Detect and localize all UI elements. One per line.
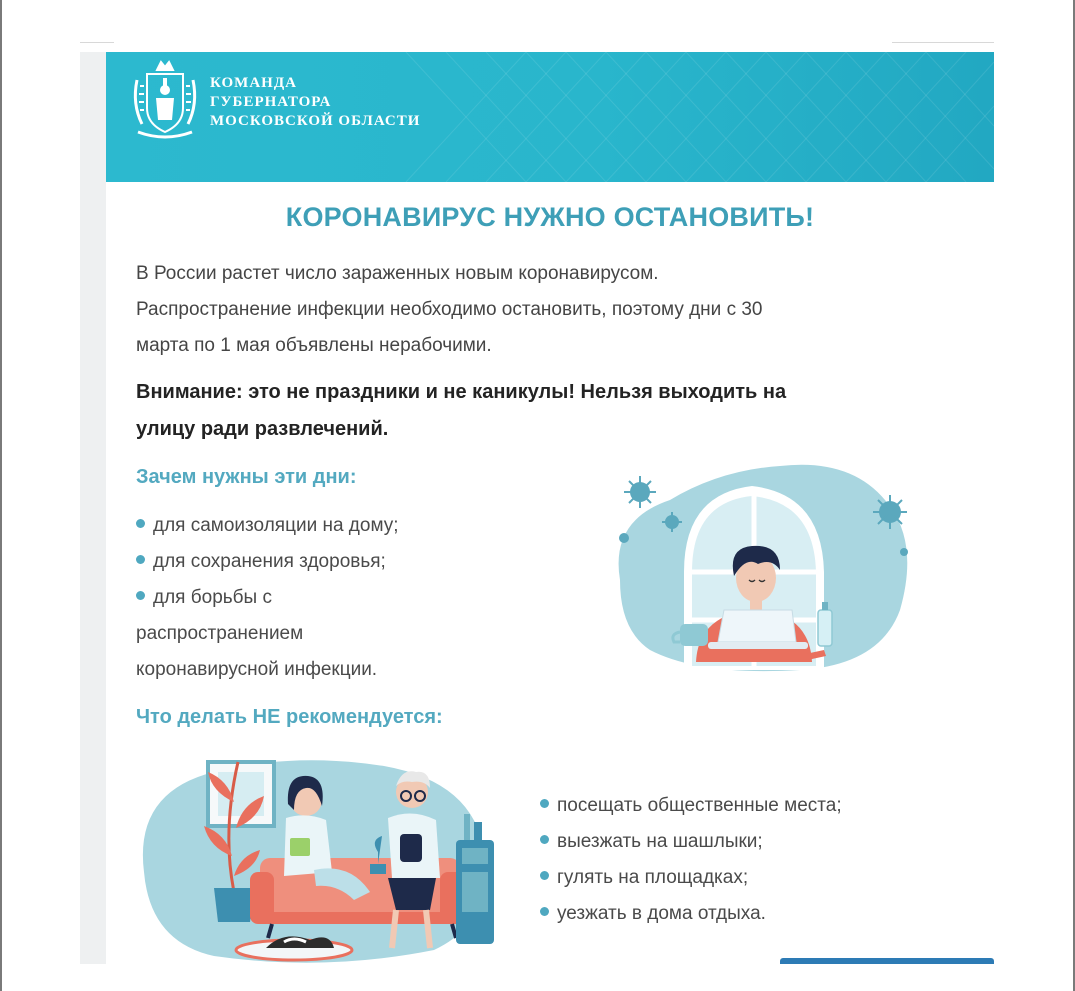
why-item-1: для самоизоляции на дому; [153,515,399,536]
warning-line-2: улицу ради развлечений. [136,418,389,440]
headline: КОРОНАВИРУС НУЖНО ОСТАНОВИТЬ! [285,202,815,232]
coat-of-arms-icon [130,58,200,142]
dont-section-title: Что делать НЕ рекомендуется: [136,706,443,728]
warning-paragraph [136,374,956,448]
intro-line-1: В России растет число зараженных новым коронавирусом. [136,263,659,284]
dont-list [540,788,842,932]
warning-line-1: Внимание: это не праздники и не каникулы! Нельзя выходить на [136,381,787,403]
org-line-3: МОСКОВСКОЙ ОБЛАСТИ [210,113,421,129]
organization-title [210,74,420,131]
dont-item-2: выезжать на шашлыки; [557,831,763,852]
why-item-2: для сохранения здоровья; [153,551,386,572]
why-section-title: Зачем нужны эти дни: [136,466,357,488]
bullet-icon [136,591,145,600]
bullet-icon [136,555,145,564]
bullet-icon [540,907,549,916]
intro-paragraph [136,256,956,364]
email-body [106,52,994,964]
list-item [540,824,842,860]
list-item [136,544,399,580]
email-side-shade [80,52,106,964]
org-line-1: КОМАНДА [210,75,297,91]
list-item [136,508,399,544]
dont-item-3: гулять на площадках; [557,867,749,888]
list-item [540,860,842,896]
intro-line-2: Распространение инфекции необходимо остановить, поэтому дни с 30 [136,299,763,320]
bullet-icon [540,799,549,808]
list-item [136,580,399,616]
divider-line [80,42,114,43]
divider-line [892,42,994,43]
frame-left-border [0,0,2,991]
list-item [540,788,842,824]
list-item [540,896,842,932]
family-at-home-illustration [134,752,506,964]
list-item-continued [136,616,399,652]
bullet-icon [540,871,549,880]
why-item-3-line-3: коронавирусной инфекции. [136,659,378,680]
intro-line-3: марта по 1 мая объявлены нерабочими. [136,335,492,356]
header-banner [106,52,994,182]
bullet-icon [540,835,549,844]
list-item-continued [136,652,399,688]
why-list [136,508,399,688]
org-line-2: ГУБЕРНАТОРА [210,94,332,110]
dont-item-1: посещать общественные места; [557,795,842,816]
bottom-accent-bar [780,958,994,964]
bullet-icon [136,519,145,528]
why-item-3-line-1: для борьбы с [153,587,272,608]
why-item-3-line-2: распространением [136,623,304,644]
dont-item-4: уезжать в дома отдыха. [557,903,766,924]
person-working-at-home-illustration [600,460,920,674]
